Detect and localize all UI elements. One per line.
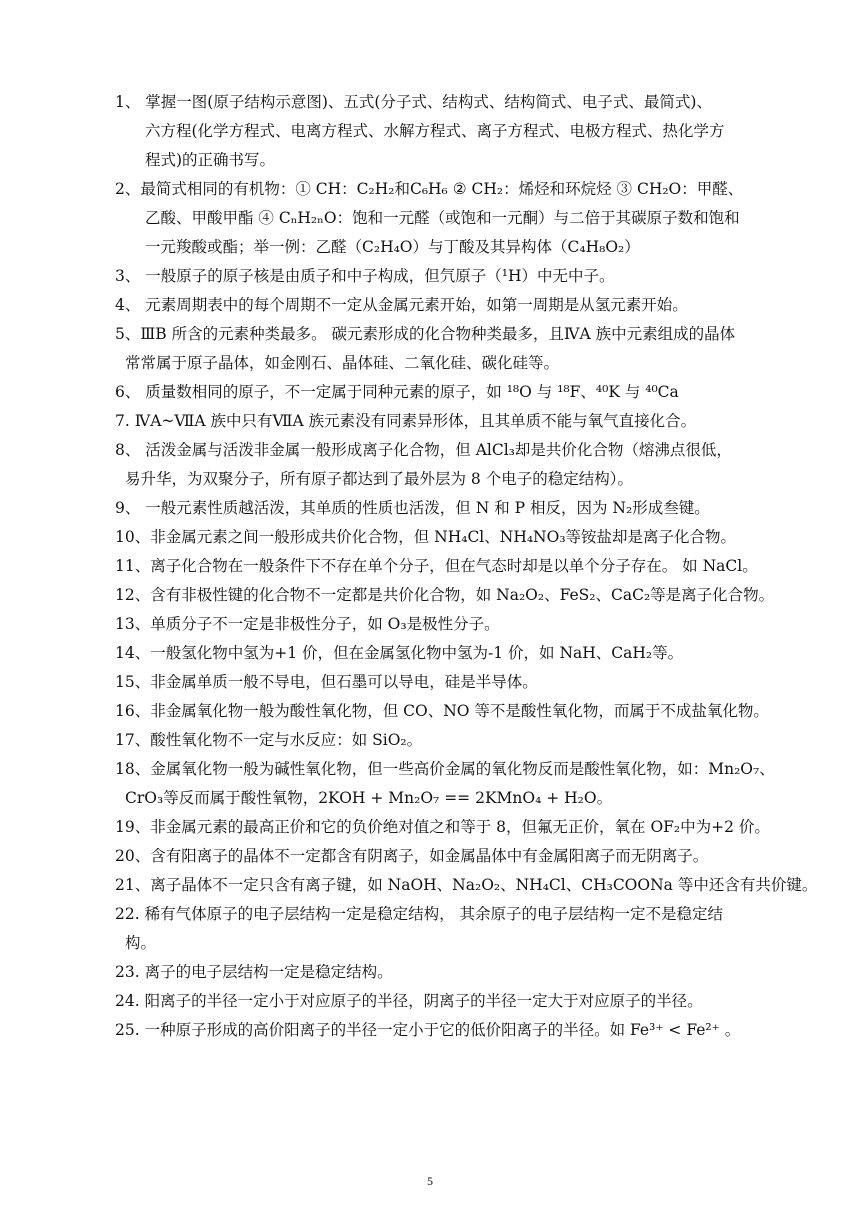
- item-line: CrO₃等反而属于酸性氧物，2KOH + Mn₂O₇ == 2KMnO₄ + H₂O。: [125, 789, 613, 807]
- list-item-4: [115, 291, 815, 320]
- item-line: 2、最简式相同的有机物：① CH：C₂H₂和C₆H₆ ② CH₂：烯烃和环烷烃 ③ CH₂O：甲醛、: [115, 180, 744, 198]
- list-item-9: [115, 494, 815, 523]
- item-line: 22. 稀有气体原子的电子层结构一定是稳定结构， 其余原子的电子层结构一定不是稳定结: [115, 905, 724, 923]
- item-line: 16、非金属氧化物一般为酸性氧化物，但 CO、NO 等不是酸性氧化物，而属于不成盐氧化物。: [115, 702, 769, 720]
- item-line: 23. 离子的电子层结构一定是稳定结构。: [115, 963, 393, 981]
- item-line: 25. 一种原子形成的高价阳离子的半径一定小于它的低价阳离子的半径。如 Fe³⁺ < Fe²⁺ 。: [115, 1021, 741, 1039]
- item-line: 15、非金属单质一般不导电，但石墨可以导电，硅是半导体。: [115, 673, 538, 691]
- list-item-23: [115, 958, 815, 987]
- item-line: 24. 阳离子的半径一定小于对应原子的半径，阴离子的半径一定大于对应原子的半径。: [115, 992, 703, 1010]
- list-item-5: [115, 320, 815, 378]
- list-item-17: [115, 726, 815, 755]
- list-item-24: [115, 987, 815, 1016]
- item-line: 常常属于原子晶体，如金刚石、晶体硅、二氧化硅、碳化硅等。: [125, 354, 560, 372]
- item-list: [115, 88, 818, 1045]
- item-line: 6、 质量数相同的原子，不一定属于同种元素的原子，如 ¹⁸O 与 ¹⁸F、⁴⁰K 与 ⁴⁰Ca: [115, 383, 679, 401]
- item-line: 六方程(化学方程式、电离方程式、水解方程式、离子方程式、电极方程式、热化学方: [145, 122, 725, 140]
- item-line: 乙酸、甲酸甲酯 ④ CₙH₂ₙO：饱和一元醛（或饱和一元酮）与二倍于其碳原子数和饱和: [145, 209, 740, 227]
- list-item-12: [115, 581, 815, 610]
- list-item-14: [115, 639, 815, 668]
- item-line: 4、 元素周期表中的每个周期不一定从金属元素开始，如第一周期是从氢元素开始。: [115, 296, 688, 314]
- item-line: 程式)的正确书写。: [145, 151, 276, 169]
- list-item-8: [115, 436, 815, 494]
- item-line: 12、含有非极性键的化合物不一定都是共价化合物，如 Na₂O₂、FeS₂、CaC₂等是离子化合物。: [115, 586, 775, 604]
- item-line: 20、含有阳离子的晶体不一定都含有阴离子，如金属晶体中有金属阳离子而无阴离子。: [115, 847, 709, 865]
- list-item-10: [115, 523, 815, 552]
- item-line: 17、酸性氧化物不一定与水反应：如 SiO₂。: [115, 731, 423, 749]
- item-line: 9、 一般元素性质越活泼，其单质的性质也活泼，但 N 和 P 相反，因为 N₂形成叁键。: [115, 499, 710, 517]
- item-line: 构。: [125, 934, 157, 952]
- item-line: 21、离子晶体不一定只含有离子键，如 NaOH、Na₂O₂、NH₄Cl、CH₃COONa 等中还含有共价键。: [115, 876, 818, 894]
- item-line: 13、单质分子不一定是非极性分子，如 O₃是极性分子。: [115, 615, 500, 633]
- item-line: 5、ⅢB 所含的元素种类最多。 碳元素形成的化合物种类最多，且ⅣA 族中元素组成的晶体: [115, 325, 736, 343]
- list-item-25: [115, 1016, 815, 1045]
- item-line: 1、 掌握一图(原子结构示意图)、五式(分子式、结构式、结构简式、电子式、最简式)、: [115, 93, 712, 111]
- item-line: 一元羧酸或酯；举一例：乙醛（C₂H₄O）与丁酸及其异构体（C₄H₈O₂）: [145, 238, 640, 256]
- list-item-19: [115, 813, 815, 842]
- list-item-16: [115, 697, 815, 726]
- list-item-6: [115, 378, 815, 407]
- list-item-20: [115, 842, 815, 871]
- item-line: 19、非金属元素的最高正价和它的负价绝对值之和等于 8，但氟无正价，氧在 OF₂中为+2 价。: [115, 818, 770, 836]
- list-item-3: [115, 262, 815, 291]
- list-item-18: [115, 755, 815, 813]
- item-line: 7. ⅣA~ⅦA 族中只有ⅦA 族元素没有同素异形体，且其单质不能与氧气直接化合。: [115, 412, 697, 430]
- list-item-21: [115, 871, 818, 900]
- list-item-11: [115, 552, 815, 581]
- list-item-13: [115, 610, 815, 639]
- item-line: 10、非金属元素之间一般形成共价化合物，但 NH₄Cl、NH₄NO₃等铵盐却是离子化合物。: [115, 528, 737, 546]
- item-line: 易升华，为双聚分子，所有原子都达到了最外层为 8 个电子的稳定结构）。: [125, 470, 633, 488]
- item-line: 11、离子化合物在一般条件下不存在单个分子，但在气态时却是以单个分子存在。 如 NaCl。: [115, 557, 758, 575]
- list-item-7: [115, 407, 815, 436]
- item-line: 8、 活泼金属与活泼非金属一般形成离子化合物，但 AlCl₃却是共价化合物（熔沸点很低，: [115, 441, 732, 459]
- list-item-1: [115, 88, 815, 175]
- page-number: 5: [427, 1174, 433, 1188]
- list-item-15: [115, 668, 815, 697]
- list-item-22: [115, 900, 815, 958]
- item-line: 14、一般氢化物中氢为+1 价，但在金属氢化物中氢为-1 价，如 NaH、CaH₂等。: [115, 644, 684, 662]
- item-line: 3、 一般原子的原子核是由质子和中子构成，但氕原子（¹H）中无中子。: [115, 267, 615, 285]
- list-item-2: [115, 175, 815, 262]
- item-line: 18、金属氧化物一般为碱性氧化物，但一些高价金属的氧化物反而是酸性氧化物，如：Mn₂O₇、: [115, 760, 775, 778]
